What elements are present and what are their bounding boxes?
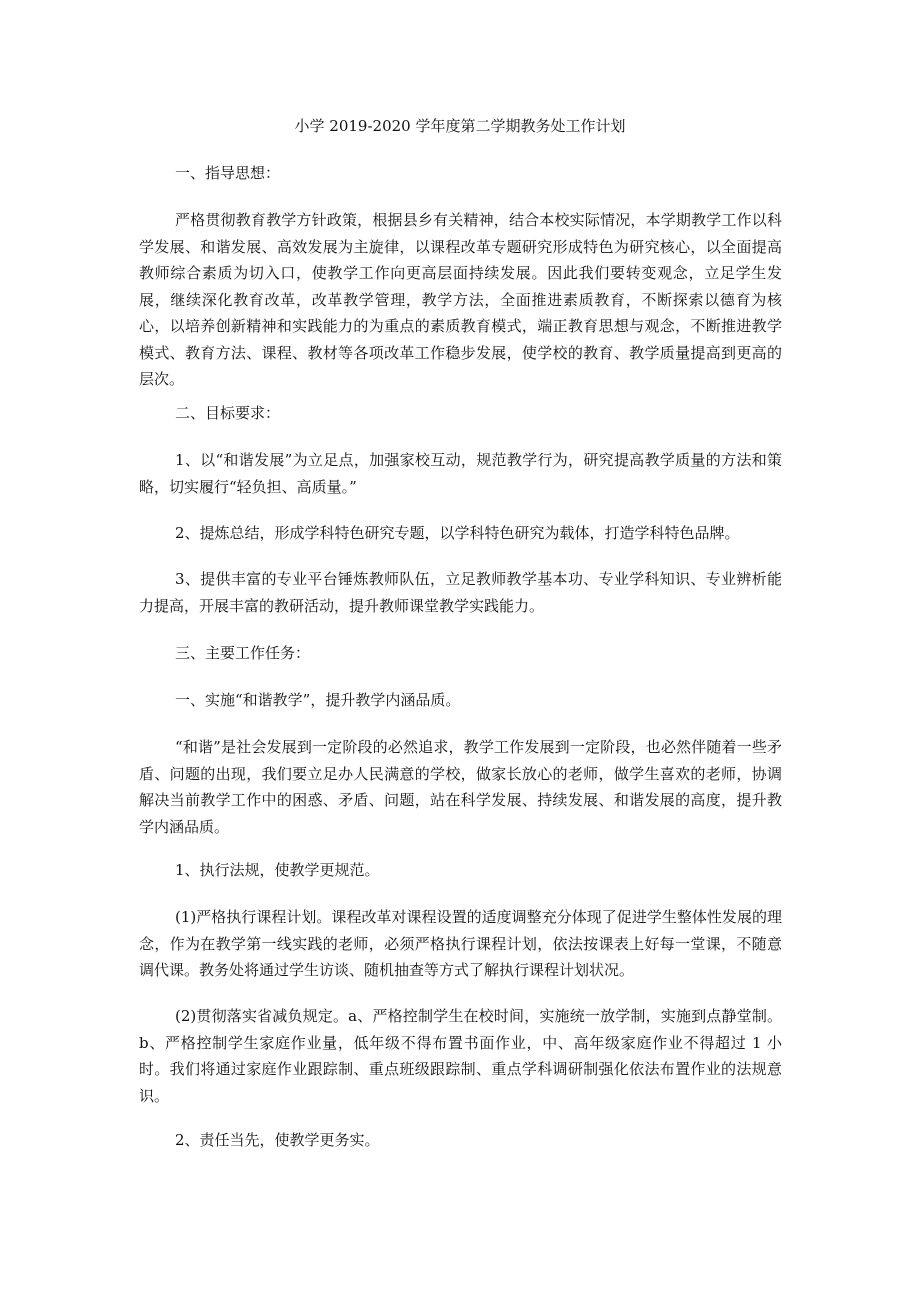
paragraph-goal-3: 3、提供丰富的专业平台锤炼教师队伍，立足教师教学基本功、专业学科知识、专业辨析能力提高，开展丰富的教研活动，提升教师课堂教学实践能力。: [139, 570, 782, 615]
paragraph-goal-2: 2、提炼总结，形成学科特色研究专题，以学科特色研究为载体，打造学科特色品牌。: [175, 524, 740, 542]
paragraph-curriculum-plan: (1)严格执行课程计划。课程改革对课程设置的适度调整充分体现了促进学生整体性发展的理念，作为在教学第一线实践的老师，必须严格执行课程计划，依法按课表上好每一堂课，不随意调代课。教务处将通过学生访谈、随机抽查等方式了解执行课程计划状况。: [139, 908, 782, 979]
section-heading-main-tasks: 三、主要工作任务：: [175, 644, 311, 662]
paragraph-harmonious-teaching: “和谐”是社会发展到一定阶段的必然追求，教学工作发展到一定阶段，也必然伴随着一些矛盾、问题的出现，我们要立足办人民满意的学校，做家长放心的老师，做学生喜欢的老师，协调解决当前教学工作中的困惑、矛盾、问题，站在科学发展、持续发展、和谐发展的高度，提升教学内涵品质。: [139, 738, 782, 836]
item-heading-responsibility-first: 2、责任当先，使教学更务实。: [175, 1131, 380, 1149]
item-heading-follow-regulations: 1、执行法规，使教学更规范。: [175, 861, 380, 879]
document-title: 小学 2019-2020 学年度第二学期教务处工作计划: [294, 117, 626, 135]
task-heading-harmonious-teaching: 一、实施“和谐教学”，提升教学内涵品质。: [175, 691, 461, 709]
section-heading-goals: 二、目标要求：: [175, 404, 281, 422]
paragraph-burden-reduction: (2)贯彻落实省减负规定。a、严格控制学生在校时间，实施统一放学制，实施到点静堂制。b、严格控制学生家庭作业量，低年级不得布置书面作业，中、高年级家庭作业不得超过 1 小时。我们将通过家庭作业跟踪制、重点班级跟踪制、重点学科调研制强化依法布置作业的法规意识。: [139, 1007, 782, 1105]
paragraph-goal-1: 1、以“和谐发展”为立足点，加强家校互动，规范教学行为，研究提高教学质量的方法和策略，切实履行“轻负担、高质量。”: [139, 451, 782, 496]
section-heading-guiding-thought: 一、指导思想：: [175, 164, 281, 182]
paragraph-guiding-thought: 严格贯彻教育教学方针政策，根据县乡有关精神，结合本校实际情况，本学期教学工作以科学发展、和谐发展、高效发展为主旋律，以课程改革专题研究形成特色为研究核心，以全面提高教师综合素质为切入口，使教学工作向更高层面持续发展。因此我们要转变观念，立足学生发展，继续深化教育改革，改革教学管理，教学方法，全面推进素质教育，不断探索以德育为核心，以培养创新精神和实践能力的为重点的素质教育模式，端正教育思想与观念，不断推进教学模式、教育方法、课程、教材等各项改革工作稳步发展，使学校的教育、教学质量提高到更高的层次。: [139, 211, 782, 388]
